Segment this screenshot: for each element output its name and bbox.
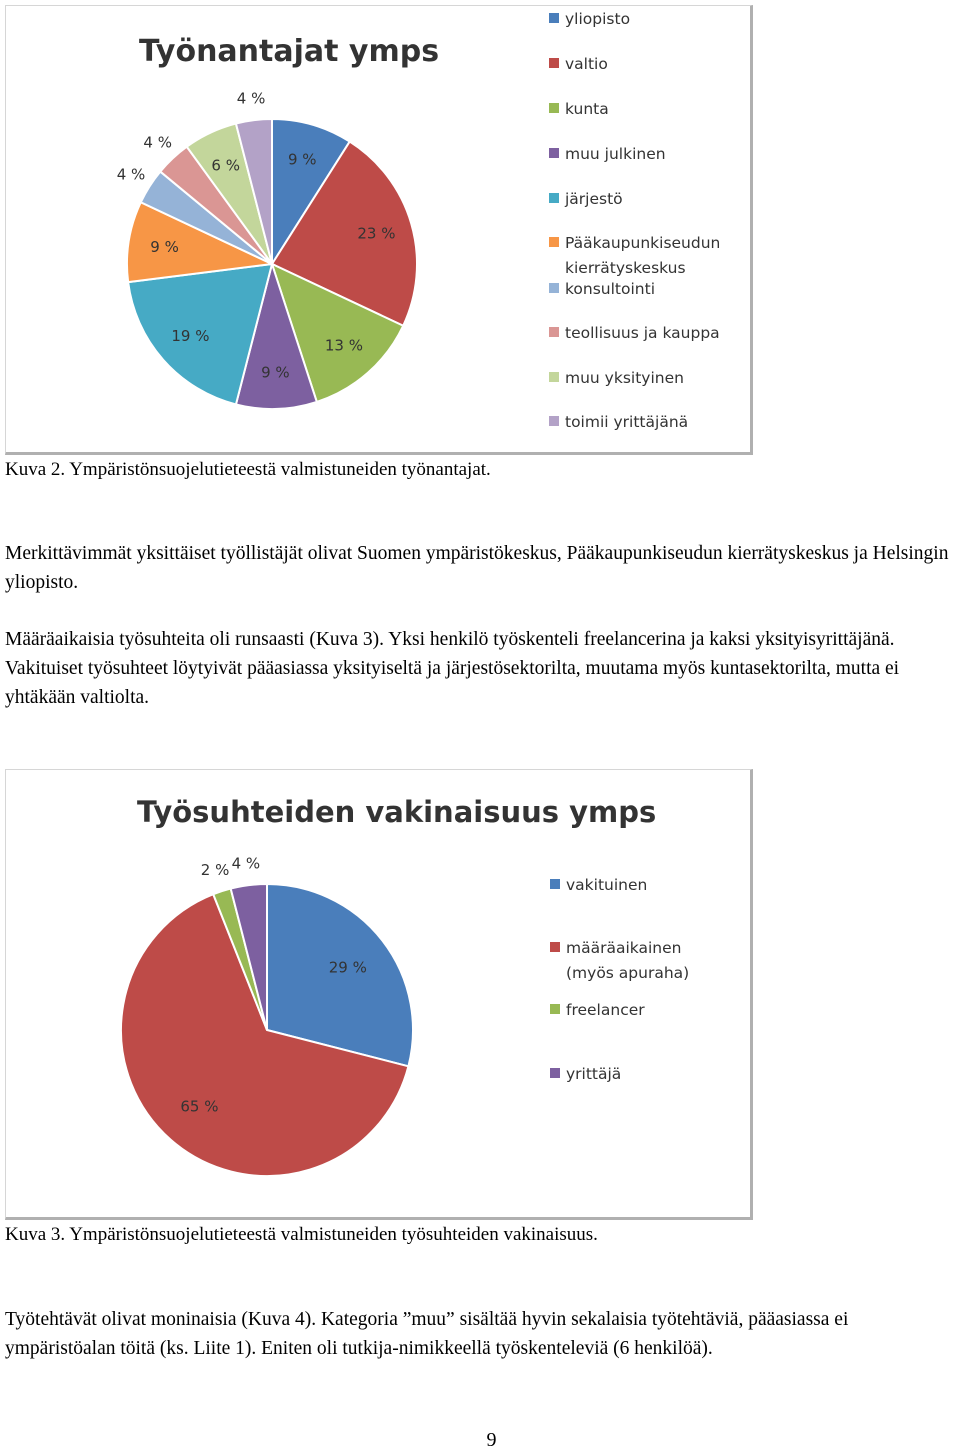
legend-swatch-10: [549, 372, 559, 382]
legend-label-6: Pääkaupunkiseudun: [565, 234, 721, 252]
employers-pie-chart: [5, 5, 753, 455]
contract-permanence-pie-chart: [5, 769, 753, 1220]
legend: [549, 10, 720, 431]
figure-caption-2: Kuva 2. Ympäristönsuojelutieteestä valmistuneiden työnantajat.: [5, 459, 491, 480]
slice-label-5: 19 %: [171, 326, 210, 345]
legend-label-10: muu yksityinen: [565, 369, 684, 387]
legend-swatch-1: [550, 879, 560, 889]
legend-swatch-9: [549, 327, 559, 337]
paragraph-contracts: Määräaikaisia työsuhteita oli runsaasti (Kuva 3). Yksi henkilö työskenteli freelancerina ja kaksi yksityisyrittäjänä. Vakituiset työsuhteet löytyivät pääasiassa yksityiseltä ja järjestösektorilta, muutama myös kuntasektorilta, mutta ei yhtäkään valtiolta.: [5, 629, 900, 708]
slice-label-2: 23 %: [357, 224, 396, 243]
slice-label-1: 9 %: [288, 150, 317, 169]
legend-swatch-5: [550, 1068, 560, 1078]
chart-title: Työsuhteiden vakinaisuus ymps: [137, 795, 657, 829]
slice-label-8: 4 %: [143, 133, 172, 152]
legend-swatch-11: [549, 416, 559, 426]
legend-label-4: muu julkinen: [565, 145, 666, 163]
slice-label-9: 6 %: [211, 156, 240, 175]
page-number: 9: [486, 1429, 497, 1451]
slice-label-7: 4 %: [116, 165, 146, 184]
legend-swatch-4: [550, 1004, 560, 1014]
legend-swatch-6: [549, 237, 559, 247]
paragraph-tasks: Työtehtävät olivat moninaisia (Kuva 4). Kategoria ”muu” sisältää hyvin sekalaisia työtehtäviä, pääasiassa ei ympäristöalan töitä (ks. Liite 1). Eniten oli tutkija-nimikkeellä työskenteleviä (6 henkilöä).: [5, 1309, 849, 1359]
legend-swatch-8: [549, 283, 559, 293]
slice-label-2: 65 %: [180, 1097, 219, 1116]
legend-label-4: freelancer: [566, 1001, 645, 1019]
pie-slices: [121, 884, 413, 1176]
legend-label-2: valtio: [565, 55, 608, 73]
slice-label-10: 4 %: [236, 89, 266, 108]
legend-label-7: kierrätyskeskus: [565, 259, 686, 277]
legend-swatch-4: [549, 148, 559, 158]
legend-swatch-1: [549, 13, 559, 23]
legend-swatch-2: [550, 942, 560, 952]
legend-swatch-3: [549, 103, 559, 113]
legend-label-1: vakituinen: [566, 876, 648, 894]
legend-label-5: järjestö: [565, 190, 623, 208]
slice-label-4: 4 %: [231, 854, 261, 873]
legend-label-1: yliopisto: [565, 10, 631, 28]
legend-swatch-5: [549, 193, 559, 203]
legend-label-5: yrittäjä: [566, 1065, 622, 1083]
legend-label-8: konsultointi: [565, 280, 656, 298]
slice-label-3: 13 %: [324, 336, 363, 355]
legend: [550, 876, 689, 1083]
legend-swatch-2: [549, 58, 559, 68]
legend-label-9: teollisuus ja kauppa: [565, 324, 720, 342]
slice-label-4: 9 %: [261, 363, 290, 382]
permanence-pie-svg: [6, 770, 750, 1217]
employers-pie-svg: [6, 6, 750, 452]
legend-label-2: määräaikainen: [566, 939, 682, 957]
slice-label-6: 9 %: [150, 238, 179, 256]
legend-label-11: toimii yrittäjänä: [565, 413, 689, 431]
figure-caption-3: Kuva 3. Ympäristönsuojelutieteestä valmistuneiden työsuhteiden vakinaisuus.: [5, 1224, 598, 1245]
legend-label-3: kunta: [565, 100, 609, 118]
legend-label-3: (myös apuraha): [566, 964, 690, 982]
chart-title: Työnantajat ymps: [139, 34, 440, 69]
slice-label-3: 2 %: [200, 861, 230, 880]
paragraph-employers: Merkittävimmät yksittäiset työllistäjät olivat Suomen ympäristökeskus, Pääkaupunkiseudun kierrätyskeskus ja Helsingin yliopisto.: [5, 543, 949, 593]
slice-label-1: 29 %: [328, 958, 367, 977]
